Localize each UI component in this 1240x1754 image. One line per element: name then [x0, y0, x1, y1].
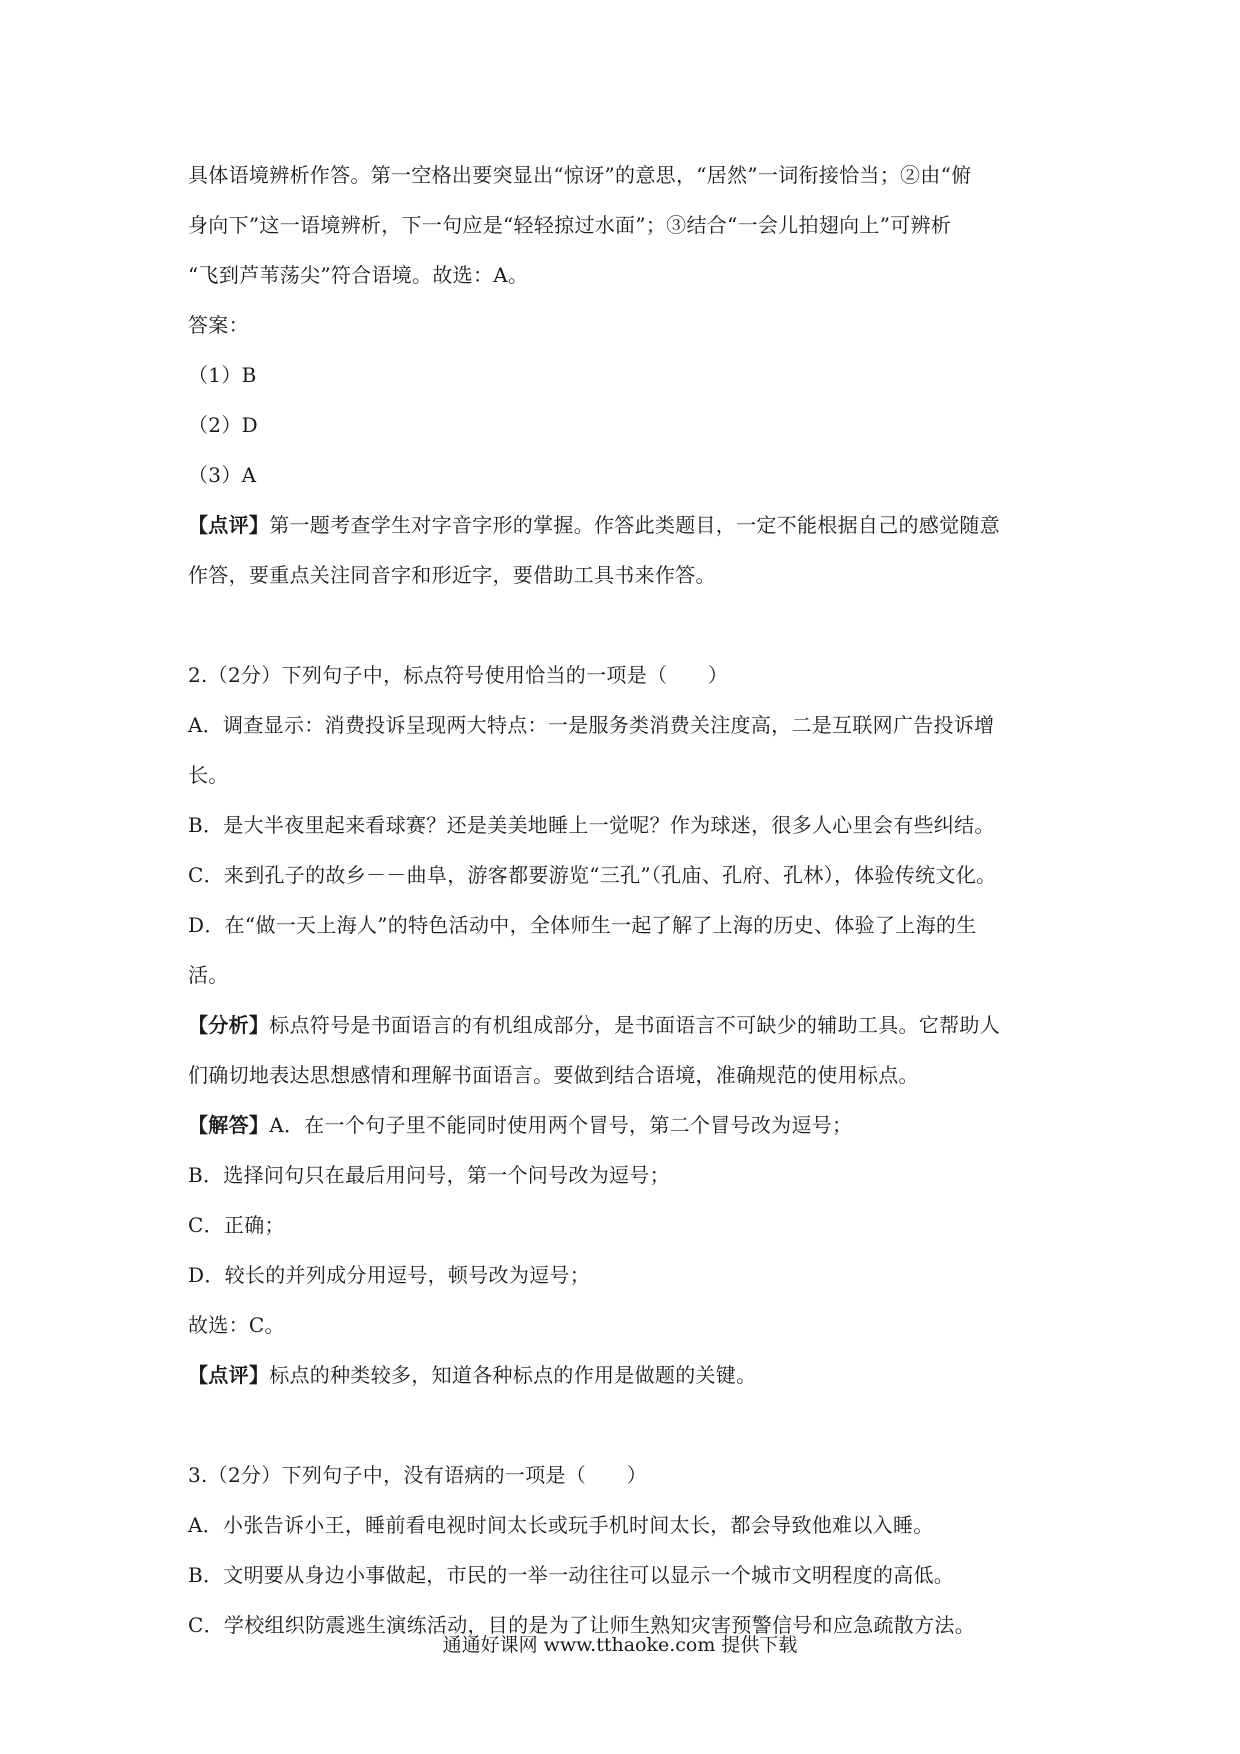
page-footer: 通通好课网 www.tthaoke.com 提供下载: [442, 1634, 798, 1656]
review-tag: 【点评】: [188, 513, 270, 537]
answer-item-1: （1）B: [188, 363, 257, 387]
answer-item-3: （3）A: [188, 463, 257, 487]
review-1-line-2: 作答，要重点关注同音字和形近字，要借助工具书来作答。: [188, 563, 716, 587]
question-2-stem: 2.（2分）下列句子中，标点符号使用恰当的一项是（ ）: [188, 663, 729, 687]
question-2-option-c: C．来到孔子的故乡－－曲阜，游客都要游览“三孔”（孔庙、孔府、孔林），体验传统文化。: [188, 863, 997, 887]
question-2-option-a-line-2: 长。: [188, 763, 229, 787]
question-2-analysis-line-1: [188, 1000, 1068, 1050]
review-1-text-1: 第一题考查学生对字音字形的掌握。作答此类题目，一定不能根据自己的感觉随意: [269, 513, 1001, 537]
intro-line-1: 具体语境辨析作答。第一空格出要突显出“惊讶”的意思，“居然”一词衔接恰当；②由“俯: [188, 163, 972, 187]
section-gap: [188, 1400, 1068, 1450]
question-2-solution-c: C．正确；: [188, 1213, 285, 1237]
question-3-stem: 3.（2分）下列句子中，没有语病的一项是（ ）: [188, 1463, 648, 1487]
question-3-option-c: C．学校组织防震逃生演练活动，目的是为了让师生熟知灾害预警信号和应急疏散方法。: [188, 1613, 976, 1637]
question-2-review: [188, 1350, 1068, 1400]
intro-line-2: 身向下”这一语境辨析，下一句应是“轻轻掠过水面”；③结合“一会儿拍翅向上”可辨析: [188, 213, 952, 237]
answer-item-2: （2）D: [188, 413, 258, 437]
question-2-solution-a: [188, 1100, 1068, 1150]
question-2-option-b: B．是大半夜里起来看球赛？还是美美地睡上一觉呢？作为球迷，很多人心里会有些纠结。: [188, 813, 995, 837]
question-3-option-b: B．文明要从身边小事做起，市民的一举一动往往可以显示一个城市文明程度的高低。: [188, 1563, 955, 1587]
document-page: [188, 150, 1068, 1650]
question-2-choice: 故选：C。: [188, 1313, 285, 1337]
question-2-option-d-line-2: 活。: [188, 963, 229, 987]
question-2-analysis-text-1: 标点符号是书面语言的有机组成部分，是书面语言不可缺少的辅助工具。它帮助人: [269, 1013, 1001, 1037]
analysis-tag: 【分析】: [188, 1013, 270, 1037]
question-2-solution-a-text: A．在一个句子里不能同时使用两个冒号，第二个冒号改为逗号；: [269, 1113, 853, 1137]
section-gap: [188, 600, 1068, 650]
question-3-option-a: A．小张告诉小王，睡前看电视时间太长或玩手机时间太长，都会导致他难以入睡。: [188, 1513, 934, 1537]
question-2-review-text: 标点的种类较多，知道各种标点的作用是做题的关键。: [269, 1363, 757, 1387]
question-2-option-d-line-1: D．在“做一天上海人”的特色活动中，全体师生一起了解了上海的历史、体验了上海的生: [188, 913, 977, 937]
question-2-analysis-line-2: 们确切地表达思想感情和理解书面语言。要做到结合语境，准确规范的使用标点。: [188, 1063, 919, 1087]
answers-label: 答案：: [188, 313, 249, 337]
review-1-line-1: [188, 500, 1068, 550]
question-2-solution-d: D．较长的并列成分用逗号，顿号改为逗号；: [188, 1263, 591, 1287]
solution-tag: 【解答】: [188, 1113, 270, 1137]
review-tag: 【点评】: [188, 1363, 270, 1387]
question-2-option-a-line-1: A．调查显示：消费投诉呈现两大特点：一是服务类消费关注度高，二是互联网广告投诉增: [188, 713, 995, 737]
question-2-solution-b: B．选择问句只在最后用问号，第一个问号改为逗号；: [188, 1163, 670, 1187]
intro-line-3: “飞到芦苇荡尖”符合语境。故选：A。: [188, 263, 529, 287]
